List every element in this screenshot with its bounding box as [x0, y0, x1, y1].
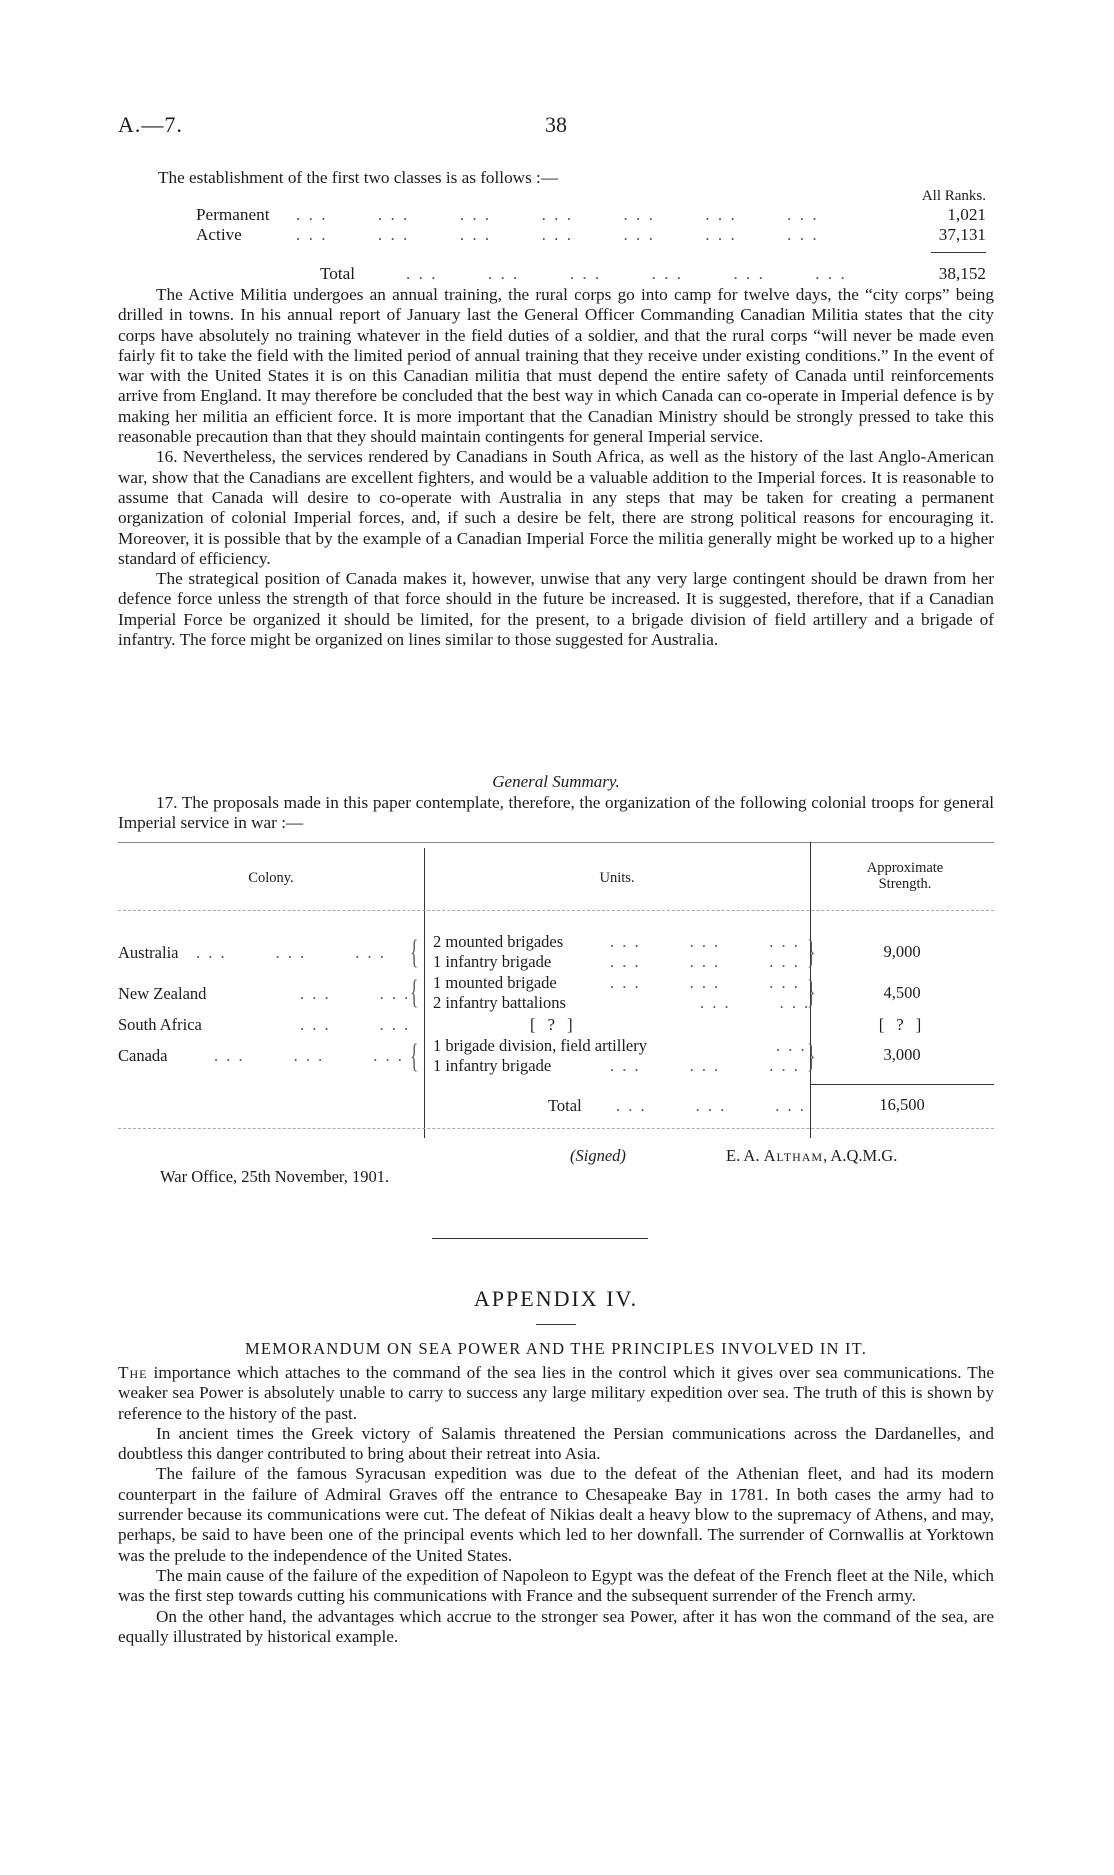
- short-rule: [536, 1324, 576, 1325]
- column-divider: [424, 848, 425, 1138]
- section-divider: [432, 1238, 648, 1239]
- brace: {: [410, 934, 419, 971]
- total-rule: [810, 1084, 994, 1085]
- section-heading: General Summary.: [492, 772, 620, 791]
- signatory-surname: Altham: [763, 1146, 824, 1165]
- establishment-value: 1,021: [947, 205, 986, 224]
- table-top-rule: [118, 842, 994, 843]
- paragraph: On the other hand, the advantages which accrue to the stronger sea Power, after it has won the command of the sea, are equally illustrated by historical example.: [118, 1606, 994, 1646]
- appendix-body: [118, 1363, 994, 1647]
- establishment-intro: The establishment of the first two classes is as follows :—: [158, 168, 559, 187]
- brace: }: [807, 1038, 816, 1075]
- total-label: Total: [320, 264, 356, 283]
- appendix-title: APPENDIX IV.: [473, 1286, 639, 1311]
- paragraph: 17. The proposals made in this paper contemplate, therefore, the organization of the following colonial troops for general Imperial service in war :—: [118, 793, 994, 833]
- signed-label: (Signed): [570, 1146, 626, 1165]
- leader-dots: . . . . . .: [700, 993, 811, 1012]
- header-strength: Approximate Strength.: [866, 860, 944, 892]
- table-bottom-rule: [118, 1128, 994, 1129]
- leader-dots: . . . . . . . . .: [616, 1096, 806, 1115]
- paragraph: The strategical position of Canada makes it, however, unwise that any very large contingent should be drawn from her defence force unless the strength of that force should in the future be increased. It is suggested, therefore, that if a Canadian Imperial Force be organized it should be limited, for the present, to a brigade division of field artillery and a brigade of infantry. The force might be organized on lines similar to those suggested for Australia.: [118, 569, 994, 650]
- unit-line: 1 infantry brigade: [433, 952, 552, 971]
- paragraph: 16. Nevertheless, the services rendered by Canadians in South Africa, as well as the history of the last Anglo-American war, show that the Canadians are excellent fighters, and would be a valuable addition to the Imperial forces. It is reasonable to assume that Canada will desire to co-operate with Australia in any steps that may be taken for creating a permanent organization of colonial Imperial forces, and, if such a desire be felt, there are strong political reasons for encouraging it. Moreover, it is possible that by the example of a Canadian Imperial Force the militia generally might be worked up to a higher standard of efficiency.: [118, 447, 994, 568]
- leader-dots: . . . . . . . . .: [214, 1046, 404, 1065]
- page-number: 38: [545, 112, 567, 137]
- total-label: Total: [548, 1096, 582, 1115]
- colony-cell: Canada: [118, 1046, 168, 1065]
- establishment-row: [196, 205, 986, 225]
- leader-dots: . . .: [776, 1036, 807, 1055]
- paragraph: The main cause of the failure of the expedition of Napoleon to Egypt was the defeat of the French fleet at the Nile, which was the first step towards cutting his communications with France and the subsequent surrender of the French army.: [118, 1565, 994, 1606]
- leader-dots: . . . . . . . . .: [610, 952, 800, 971]
- signatory-suffix: , A.Q.M.G.: [823, 1146, 898, 1165]
- brace: {: [410, 1038, 419, 1075]
- body-text-section-1: [118, 285, 994, 650]
- memo-title: MEMORANDUM ON SEA POWER AND THE PRINCIPLES INVOLVED IN IT.: [244, 1339, 868, 1358]
- signatory: [726, 1146, 897, 1166]
- leader-dots: . . . . . . . . .: [196, 943, 386, 962]
- strength-cell: 9,000: [883, 942, 921, 961]
- unit-line: 2 infantry battalions: [433, 993, 566, 1012]
- first-word: The: [118, 1363, 148, 1382]
- leader-dots: . . . . . . . . . . . . . . . . . . . . .: [296, 225, 819, 244]
- brace: }: [807, 934, 816, 971]
- leader-dots: . . . . . . . . .: [610, 932, 800, 951]
- unit-line: [ ? ]: [530, 1015, 577, 1034]
- colony-cell: Australia: [118, 943, 179, 962]
- paragraph: [118, 1363, 994, 1424]
- paragraph: The failure of the famous Syracusan expedition was due to the defeat of the Athenian fleet, and had its modern counterpart in the failure of Admiral Graves off the entrance to Chesapeake Bay in 1781. In both cases the army had to surrender because its communications were cut. The defeat of Nikias dealt a heavy blow to the supremacy of Athens, and may, perhaps, be said to have been one of the principal events which led to her downfall. The surrender of Cornwallis at Yorktown was the prelude to the independence of the United States.: [118, 1464, 994, 1565]
- establishment-column-heading: All Ranks.: [921, 188, 986, 204]
- total-value: 16,500: [879, 1095, 925, 1114]
- unit-line: 1 mounted brigade: [433, 973, 557, 992]
- series-code: A.—7.: [118, 112, 183, 137]
- header-units: Units.: [599, 870, 635, 886]
- leader-dots: . . . . . . . . .: [610, 1056, 800, 1075]
- signatory-initials: E. A.: [726, 1146, 760, 1165]
- unit-line: 2 mounted brigades: [433, 932, 564, 951]
- unit-line: 1 brigade division, field artillery: [433, 1036, 647, 1055]
- strength-cell: 4,500: [883, 983, 921, 1002]
- colony-cell: New Zealand: [118, 984, 207, 1003]
- unit-line: 1 infantry brigade: [433, 1056, 552, 1075]
- leader-dots: . . . . . .: [300, 1015, 411, 1034]
- establishment-row: [196, 225, 986, 245]
- paragraph-text: importance which attaches to the command of the sea lies in the control which it gives over sea communications. The weaker sea Power is absolutely unable to carry to success any large military expedition over sea. The truth of this is shown by reference to the history of the past.: [118, 1363, 994, 1423]
- total-value: 38,152: [938, 264, 986, 283]
- brace: }: [807, 974, 816, 1011]
- header-colony: Colony.: [248, 870, 294, 886]
- strength-cell: [ ? ]: [878, 1015, 926, 1034]
- strength-cell: 3,000: [883, 1045, 921, 1064]
- establishment-value: 37,131: [938, 225, 986, 244]
- header-rule: [118, 910, 994, 911]
- leader-dots: . . . . . . . . .: [610, 973, 800, 992]
- leader-dots: . . . . . . . . . . . . . . . . . .: [406, 264, 847, 283]
- establishment-label: Active: [196, 225, 242, 244]
- paragraph: In ancient times the Greek victory of Salamis threatened the Persian communications across the Dardanelles, and doubtless this danger contributed to bring about their retreat into Asia.: [118, 1423, 994, 1464]
- colony-cell: South Africa: [118, 1015, 202, 1034]
- general-summary-paragraph: [118, 793, 994, 834]
- paragraph: The Active Militia undergoes an annual training, the rural corps go into camp for twelve days, the “city corps” being drilled in towns. In his annual report of January last the General Officer Commanding Canadian Militia states that the city corps have absolutely no training whatever in the field duties of a soldier, and that the rural corps “will never be made even fairly fit to take the field with the limited period of annual training that they receive under existing conditions.” In the event of war with the United States it is on this Canadian militia that must depend the entire safety of Canada until reinforcements arrive from England. It may therefore be concluded that the best way in which Canada can co-operate in Imperial defence is by making her militia an efficient force. It is more important that the Canadian Ministry should be strongly pressed to take this reasonable precaution than that they should maintain contingents for general Imperial service.: [118, 285, 994, 447]
- leader-dots: . . . . . .: [300, 984, 411, 1003]
- brace: {: [410, 974, 419, 1011]
- leader-dots: . . . . . . . . . . . . . . . . . . . . .: [296, 205, 819, 224]
- place-date: War Office, 25th November, 1901.: [160, 1167, 390, 1186]
- establishment-label: Permanent: [196, 205, 270, 224]
- total-rule: [931, 252, 986, 253]
